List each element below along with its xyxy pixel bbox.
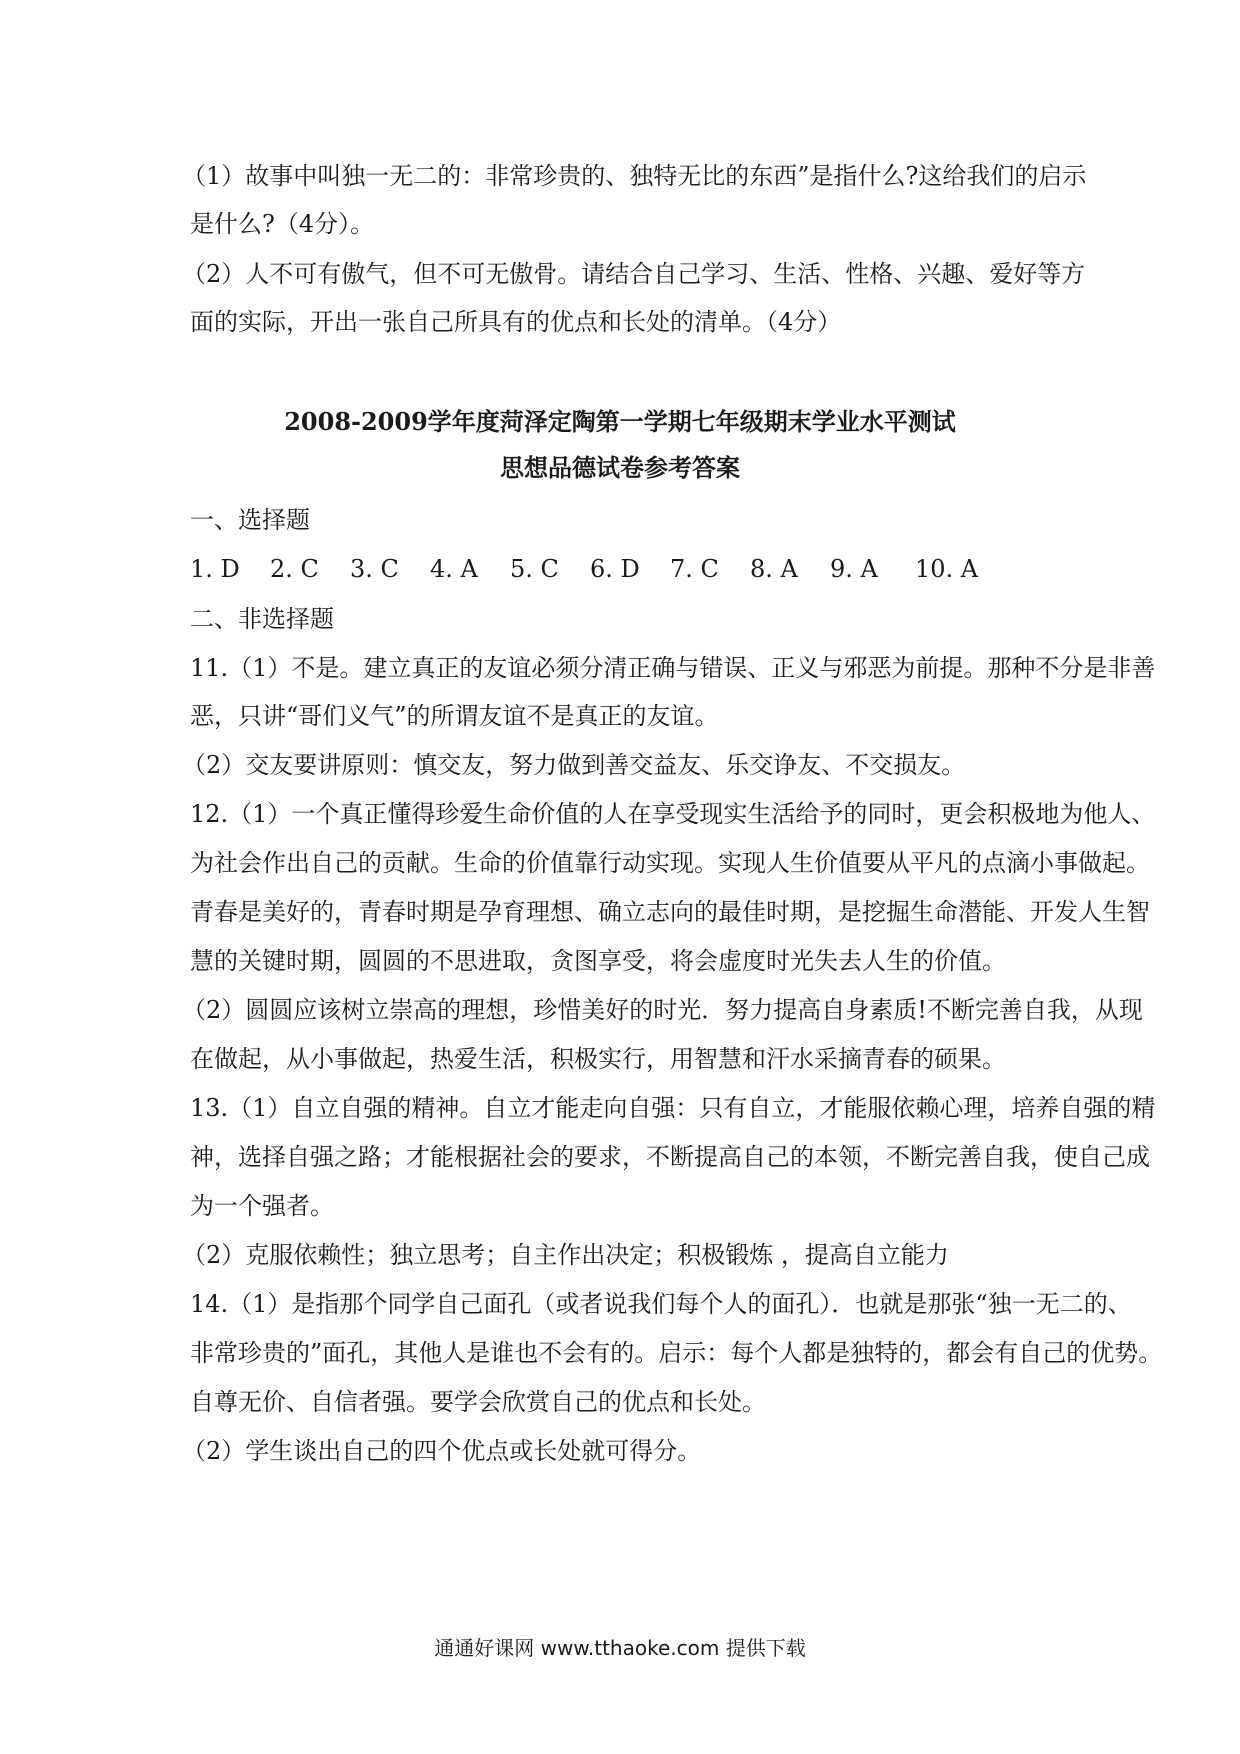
- answer-14-line: （2）学生谈出自己的四个优点或长处就可得分。: [182, 1437, 702, 1465]
- choice-answers-row: [190, 553, 1060, 585]
- answer-13-line: （2）克服依赖性；独立思考；自主作出决定；积极锻炼 ，提高自立能力: [182, 1241, 949, 1269]
- answer-key-subtitle: 思想品德试卷参考答案: [500, 453, 740, 482]
- answer-14-line: 自尊无价、自信者强。要学会欣赏自己的优点和长处。: [190, 1388, 766, 1416]
- choice-answer: 1. D: [190, 555, 240, 583]
- answer-12-line: 12.（1）一个真正懂得珍爱生命价值的人在享受现实生活给予的同时，更会积极地为他人、: [190, 800, 1156, 828]
- answer-12-line: 为社会作出自己的贡献。生命的价值靠行动实现。实现人生价值要从平凡的点滴小事做起。: [190, 849, 1150, 877]
- answer-14-line: 非常珍贵的”面孔，其他人是谁也不会有的。启示：每个人都是独特的，都会有自己的优势。: [190, 1339, 1163, 1367]
- answer-13-line: 13.（1）自立自强的精神。自立才能走向自强：只有自立，才能服依赖心理，培养自强的精: [190, 1094, 1156, 1122]
- question-1-line-2: 是什么?（4分）。: [190, 210, 375, 238]
- question-2-line-2: 面的实际，开出一张自己所具有的优点和长处的清单。（4分）: [190, 308, 842, 336]
- answer-14-line: 14.（1）是指那个同学自己面孔（或者说我们每个人的面孔）．也就是那张“独一无二的、: [190, 1290, 1132, 1318]
- choice-answer: 2. C: [270, 555, 319, 583]
- answer-12-line: （2）圆圆应该树立崇高的理想，珍惜美好的时光．努力提高自身素质!不断完善自我，从现: [182, 996, 1143, 1024]
- section-1-heading: 一、选择题: [190, 506, 310, 534]
- choice-answer: 6. D: [590, 555, 640, 583]
- answer-12-line: 在做起，从小事做起，热爱生活，积极实行，用智慧和汗水采摘青春的硕果。: [190, 1045, 1006, 1073]
- answer-11-line: （2）交友要讲原则：慎交友，努力做到善交益友、乐交诤友、不交损友。: [182, 751, 966, 779]
- answer-13-line: 为一个强者。: [190, 1192, 334, 1220]
- choice-answer: 5. C: [510, 555, 559, 583]
- page-footer: 通通好课网 www.tthaoke.com 提供下载: [434, 1636, 806, 1660]
- choice-answer: 9. A: [830, 555, 878, 583]
- answer-13-line: 神，选择自强之路；才能根据社会的要求，不断提高自己的本领，不断完善自我，使自己成: [190, 1143, 1150, 1171]
- answer-11-line: 11.（1）不是。建立真正的友谊必须分清正确与错误、正义与邪恶为前提。那种不分是非善: [190, 654, 1156, 682]
- answer-key-title: 2008-2009学年度菏泽定陶第一学期七年级期末学业水平测试: [284, 407, 956, 436]
- question-2-line-1: （2）人不可有傲气，但不可无傲骨。请结合自己学习、生活、性格、兴趣、爱好等方: [182, 260, 1086, 288]
- choice-answer: 4. A: [430, 555, 478, 583]
- question-1-line-1: （1）故事中叫独一无二的：非常珍贵的、独特无比的东西”是指什么?这给我们的启示: [182, 162, 1087, 190]
- choice-answer: 10. A: [915, 555, 979, 583]
- answer-12-line: 青春是美好的，青春时期是孕育理想、确立志向的最佳时期，是挖掘生命潜能、开发人生智: [190, 898, 1150, 926]
- answer-12-line: 慧的关键时期，圆圆的不思进取，贪图享受，将会虚度时光失去人生的价值。: [190, 947, 1006, 975]
- choice-answer: 7. C: [670, 555, 719, 583]
- section-2-heading: 二、非选择题: [190, 605, 334, 633]
- choice-answer: 8. A: [750, 555, 798, 583]
- choice-answer: 3. C: [350, 555, 399, 583]
- answer-11-line: 恶，只讲“哥们义气”的所谓友谊不是真正的友谊。: [190, 702, 719, 730]
